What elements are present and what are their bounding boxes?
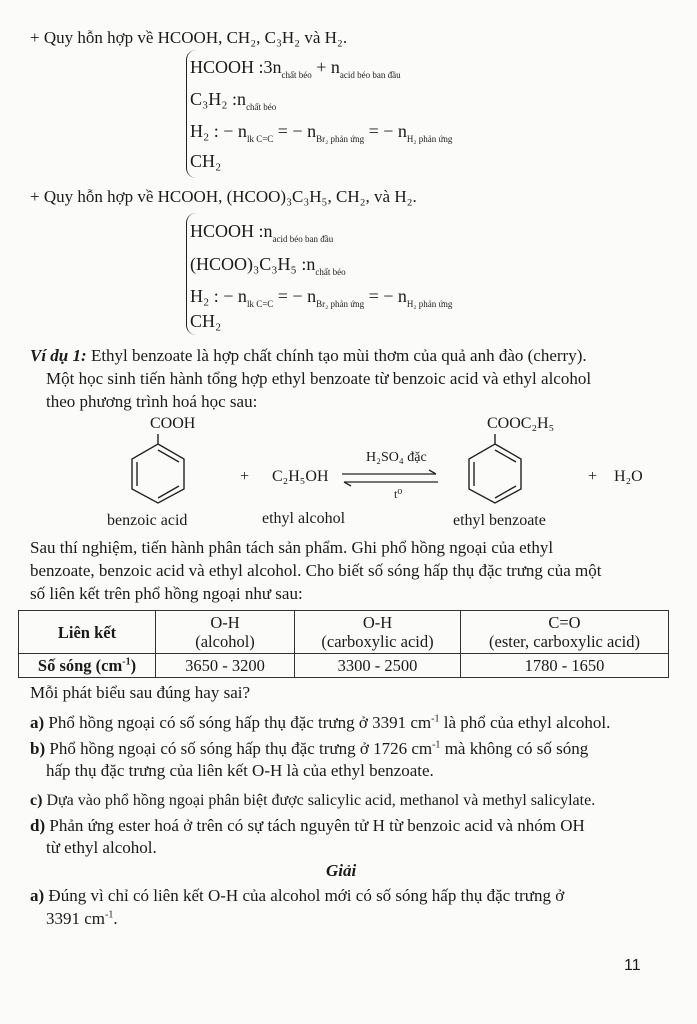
plus-sign: + [588, 468, 598, 485]
text: Dựa vào phổ hồng ngoại phân biệt được salicylic acid, methanol và methyl salicylate. [42, 792, 596, 809]
system-row [190, 253, 346, 275]
subscript: chất béo [281, 70, 312, 80]
subscript: Br₂ phản ứng [316, 299, 365, 309]
example-label: Ví dụ 1: [30, 346, 87, 365]
bond: C=O [548, 613, 581, 632]
subscript: chất béo [315, 267, 346, 277]
text: Phổ hồng ngoại có số sóng hấp thụ đặc trưng ở 3391 cm [44, 713, 432, 732]
table-row [19, 654, 669, 678]
subscript: H₂ phản ứng [406, 299, 453, 309]
table-header-row [19, 611, 669, 654]
reactant2: C₂H₅OH [272, 468, 329, 485]
formula: = − n [273, 121, 317, 141]
statement-a [30, 712, 610, 734]
formula: + n [311, 57, 340, 77]
table-cell: 3650 - 3200 [156, 654, 295, 678]
superscript: -1 [122, 656, 131, 668]
table-cell: 1780 - 1650 [461, 654, 669, 678]
formula: HCOOH :3n [190, 57, 282, 77]
page-number: 11 [624, 957, 641, 974]
text: Phản ứng ester hoá ở trên có sự tách nguyên tử H từ benzoic acid và nhóm OH [45, 816, 585, 835]
reactant2-name: ethyl alcohol [262, 510, 346, 527]
formula: HCOOH :n [190, 221, 273, 241]
table-header-cell: Liên kết [19, 611, 156, 654]
solution-a [30, 885, 564, 907]
para-line: benzoate, benzoic acid và ethyl alcohol. Cho biết số sóng hấp thụ đặc trưng của một [30, 561, 602, 580]
text: 3391 cm [46, 909, 106, 928]
product-group: COOC₂H₅ [487, 415, 555, 432]
text: Số sóng (cm [37, 656, 123, 675]
formula: = − n [364, 286, 407, 306]
subscript: H₂ phản ứng [406, 134, 453, 144]
statement-d-cont: từ ethyl alcohol. [46, 838, 157, 857]
bond-type: (alcohol) [195, 632, 255, 651]
para-line: Sau thí nghiệm, tiến hành phân tách sản phẩm. Ghi phổ hồng ngoại của ethyl [30, 538, 554, 557]
statement-c [30, 790, 595, 812]
text: Đúng vì chỉ có liên kết O-H của alcohol mới có số sóng hấp thụ đặc trưng ở [44, 886, 565, 905]
reactant1-name: benzoic acid [107, 512, 188, 529]
table-header-cell [156, 611, 295, 654]
statement-d [30, 815, 585, 837]
bond-type: (carboxylic acid) [321, 632, 434, 651]
product2: H₂O [614, 468, 643, 485]
system-row [190, 285, 452, 307]
superscript: -1 [105, 909, 114, 921]
reactant1-group: COOH [150, 415, 196, 432]
system-row [190, 220, 333, 242]
statement-key: c) [30, 792, 43, 809]
text: Ethyl benzoate là hợp chất chính tạo mùi thơm của quả anh đào (cherry). [86, 346, 587, 365]
subscript: acid béo ban đầu [272, 234, 334, 244]
formula: H₂ : − n [190, 286, 247, 306]
subscript: chất béo [246, 102, 277, 112]
text: . [113, 909, 118, 928]
statement-b [30, 738, 588, 760]
solution-key: a) [30, 886, 45, 905]
method2-intro: + Quy hỗn hợp về HCOOH, (HCOO)₃C₃H₅, CH₂, và H₂. [30, 187, 417, 206]
example-line: Một học sinh tiến hành tổng hợp ethyl benzoate từ benzoic acid và ethyl alcohol [46, 369, 592, 388]
subscript: Br₂ phản ứng [316, 134, 365, 144]
bond-type: (ester, carboxylic acid) [489, 632, 640, 651]
superscript: -1 [432, 739, 441, 751]
product-name: ethyl benzoate [453, 512, 546, 529]
example-line: theo phương trình hoá học sau: [46, 392, 258, 411]
table-cell: 3300 - 2500 [295, 654, 461, 678]
table-header-cell [295, 611, 461, 654]
subscript: lk C=C [246, 299, 274, 309]
superscript: -1 [431, 713, 440, 725]
text: là phổ của ethyl alcohol. [439, 713, 611, 732]
formula: C₃H₂ :n [190, 89, 247, 109]
bond: O-H [362, 613, 393, 632]
formula: = − n [364, 121, 407, 141]
solution-heading: Giải [326, 861, 357, 880]
subscript: acid béo ban đầu [339, 70, 401, 80]
benzene-ring-icon [463, 434, 527, 504]
subscript: lk C=C [246, 134, 274, 144]
system-row [190, 88, 276, 110]
text: ) [130, 656, 137, 675]
table-row-label [19, 654, 156, 678]
formula: H₂ : − n [190, 121, 247, 141]
statement-key: b) [30, 739, 46, 758]
plus-sign: + [240, 468, 250, 485]
statement-b-cont: hấp thụ đặc trưng của liên kết O-H là của ethyl benzoate. [46, 761, 434, 780]
statement-key: a) [30, 713, 45, 732]
catalyst: H₂SO₄ đặc [366, 450, 427, 465]
question: Mỗi phát biểu sau đúng hay sai? [30, 683, 251, 702]
system-row [190, 120, 452, 142]
system-row [190, 56, 401, 78]
formula: = − n [273, 286, 317, 306]
bond: O-H [210, 613, 240, 632]
statement-key: d) [30, 816, 46, 835]
table-header-cell [461, 611, 669, 654]
example-line [30, 345, 587, 367]
text: Phổ hồng ngoại có số sóng hấp thụ đặc trưng ở 1726 cm [45, 739, 433, 758]
system-row: CH₂ [190, 311, 222, 331]
condition: t⁰ [394, 487, 403, 501]
equilibrium-arrow-icon [340, 468, 440, 488]
method1-intro: + Quy hỗn hợp về HCOOH, CH₂, C₃H₂ và H₂. [30, 28, 348, 47]
system-row: CH₂ [190, 151, 222, 171]
solution-a-cont [46, 908, 118, 930]
formula: (HCOO)₃C₃H₅ :n [190, 254, 316, 274]
text: mà không có số sóng [440, 739, 589, 758]
benzene-ring-icon [126, 434, 190, 504]
para-line: số liên kết trên phổ hồng ngoại như sau: [30, 584, 303, 603]
ir-table [18, 610, 669, 678]
